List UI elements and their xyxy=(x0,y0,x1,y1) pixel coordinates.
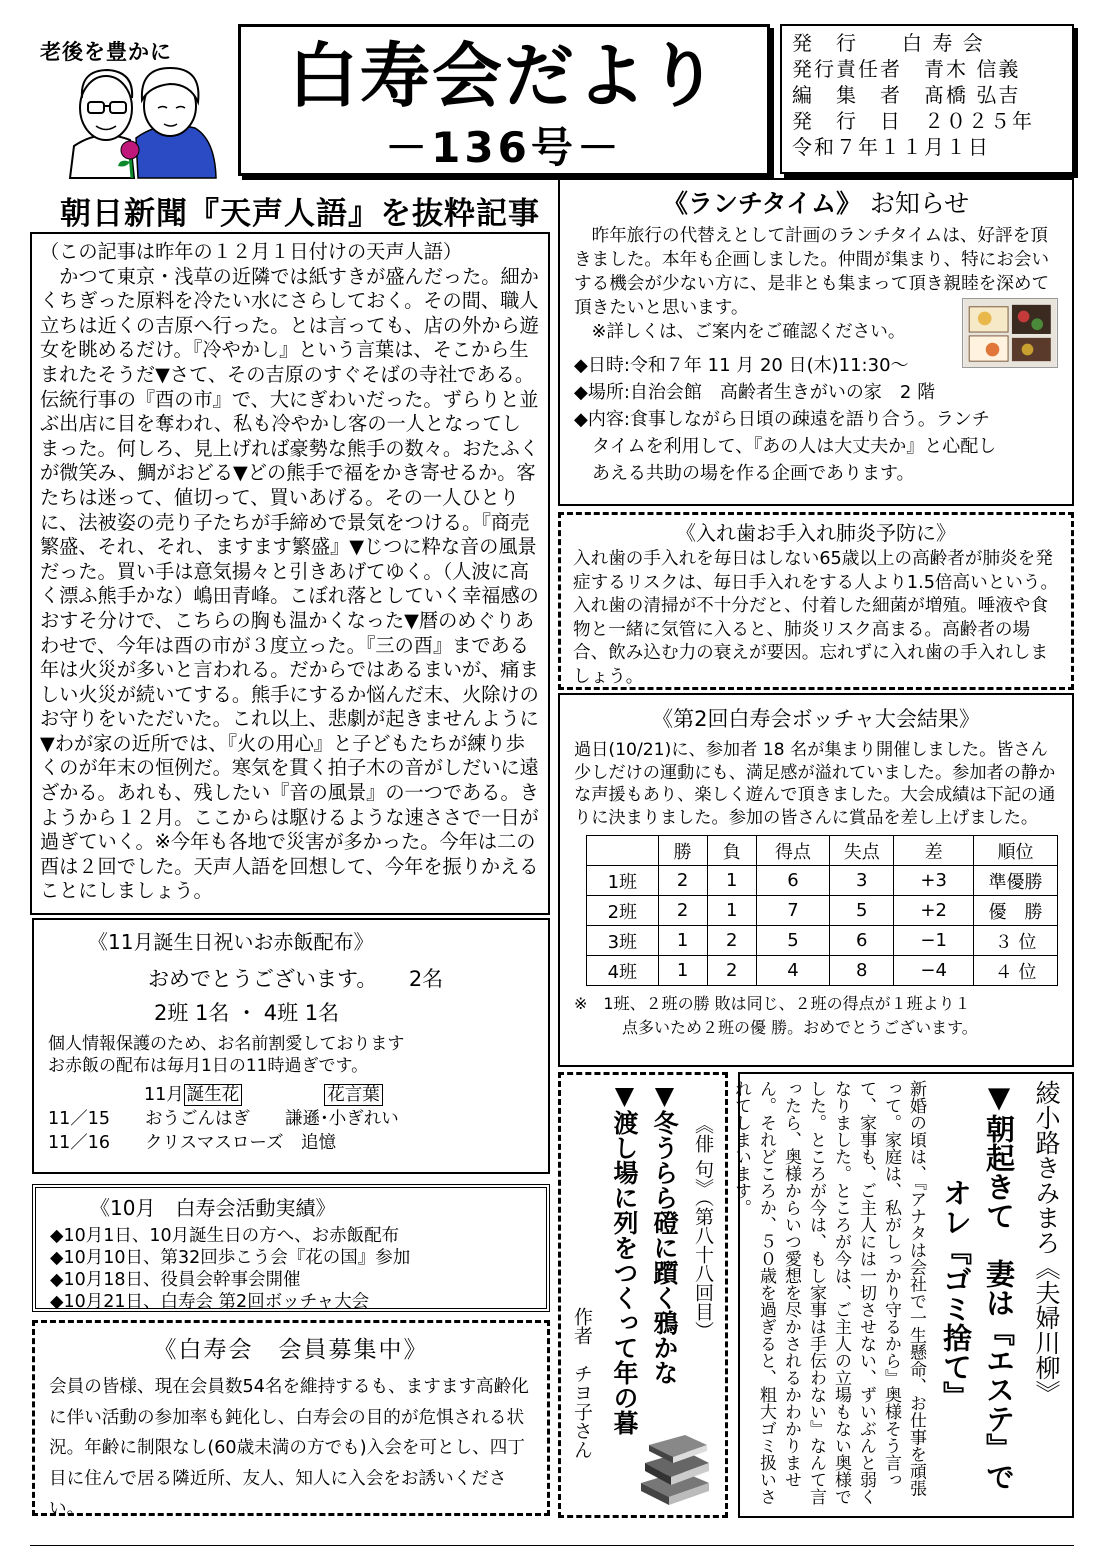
birthday-heading: 《11月誕生日祝いお赤飯配布》 xyxy=(88,930,374,954)
birthday-count: おめでとうございます。 2名 xyxy=(148,967,444,991)
table-cell: +3 xyxy=(894,866,974,896)
table-row xyxy=(587,926,1058,956)
october-activities xyxy=(32,1184,550,1312)
table-cell: 1 xyxy=(658,956,707,986)
table-cell: 4 xyxy=(756,956,830,986)
lunch-item-date: ◆日時:令和７年 11 月 20 日(木)11:30〜 xyxy=(574,355,909,376)
column-header: 負 xyxy=(707,836,756,866)
issue-date-line2: 令和７年１１月１日 xyxy=(792,135,990,159)
senryu-title-2: オレ『ゴミ捨て』 xyxy=(939,1178,973,1410)
slogan: 老後を豊かに xyxy=(40,40,172,64)
logo-illustration xyxy=(30,28,225,183)
table-cell: 3班 xyxy=(587,926,659,956)
flower-row: 11／15 おうごんはぎ 謙遜･小ぎれい xyxy=(48,1109,399,1129)
table-cell: 2 xyxy=(658,896,707,926)
member-recruitment xyxy=(32,1320,550,1519)
column-header: 得点 xyxy=(756,836,830,866)
activity-item: ◆10月18日、役員会幹事会開催 xyxy=(50,1270,301,1290)
boccia-note: ※ 1班、２班の勝 敗は同じ、２班の得点が１班より１ 点多いため２班の優 勝。おめでとうございます。 xyxy=(574,994,978,1037)
lunch-heading xyxy=(574,184,1058,220)
column-header: 勝 xyxy=(658,836,707,866)
haiku-line: ▼渡し場に列をつくって年の暮 xyxy=(610,1081,639,1435)
activity-item: ◆10月1日、10月誕生日の方へ、お赤飯配布 xyxy=(50,1226,400,1246)
table-cell: 1 xyxy=(707,866,756,896)
lunch-heading-main: 《ランチタイム》 xyxy=(662,189,862,218)
boccia-body: 過日(10/21)に、参加者 18 名が集まり開催しました。皆さん少しだけの運動にも、満足感が溢れていました。参加者の静かな声援もあり、楽しく遊んで頂きました。大会成績は下記の通りに決まりました。参加の皆さんに賞品を差し上げました。 xyxy=(574,740,1056,828)
activity-item: ◆10月10日、第32回歩こう会『花の国』参加 xyxy=(50,1248,411,1268)
issue-date-line1: 発 行 日 ２０２５年 xyxy=(792,109,1034,133)
denture-article xyxy=(558,512,1074,690)
lunch-item-content: ◆内容:食事しながら日頃の疎遠を語り合う。ランチ タイムを利用して、『あの人は大丈夫か』と心配し あえる共助の場を作る企画であります。 xyxy=(574,409,997,484)
results-table xyxy=(586,835,1058,986)
denture-body: 入れ歯の手入れを毎日はしない65歳以上の高齢者が肺炎を発症するリスクは、毎日手入れをする人より1.5倍高いという。入れ歯の清掃が不十分だと、付着した細菌が増殖。唾液や食物と一緒に気管に入ると、肺炎リスク高まる。高齢者の場合、飲み込む力の衰えが要因。忘れずに入れ歯の手入れしましょう。 xyxy=(573,549,1059,687)
october-heading: 《10月 白寿会活動実績》 xyxy=(90,1196,336,1220)
table-cell: 5 xyxy=(830,896,894,926)
table-cell: 2班 xyxy=(587,896,659,926)
senryu-section xyxy=(731,1072,1074,1518)
table-cell: 1班 xyxy=(587,866,659,896)
haiku-section xyxy=(558,1072,728,1518)
flower-label: 誕生花 xyxy=(184,1084,243,1106)
responsible-person: 発行責任者 青木 信義 xyxy=(792,57,1021,81)
table-cell: 2 xyxy=(707,956,756,986)
table-cell: 6 xyxy=(830,926,894,956)
lunch-heading-sub: お知らせ xyxy=(869,189,970,218)
flower-row: 11／16 クリスマスローズ 追憶 xyxy=(48,1133,336,1153)
table-cell: 1 xyxy=(707,896,756,926)
column-header xyxy=(587,836,659,866)
table-cell: 7 xyxy=(756,896,830,926)
table-row xyxy=(587,866,1058,896)
haiku-author: 作者 チヨ子さん xyxy=(571,1307,593,1459)
birthday-body: 個人情報保護のため、お名前割愛しております お赤飯の配布は毎月1日の11時過ぎです。 xyxy=(48,1034,405,1076)
table-cell: 6 xyxy=(756,866,830,896)
recruit-body: 会員の皆様、現在会員数54名を維持するも、ますます高齢化に伴い活動の参加率も鈍化し、白寿会の目的が危惧される状況。年齢に制限なし(60歳未満の方でも)入会を可とし、四丁目に住んで居る隣近所、友人、知人に入会をお誘いください。 xyxy=(49,1377,529,1519)
senryu-title-1: ▼朝起きて 妻は『エステ』で xyxy=(982,1080,1016,1491)
books-icon xyxy=(635,1431,713,1507)
table-cell: 2 xyxy=(658,866,707,896)
activity-item: ◆10月21日、白寿会 第2回ボッチャ大会 xyxy=(50,1292,370,1312)
denture-heading: 《入れ歯お手入れ肺炎予防に》 xyxy=(676,521,956,545)
table-header-row xyxy=(587,836,1058,866)
recruit-heading: 《白寿会 会員募集中》 xyxy=(153,1337,429,1363)
publication-info xyxy=(780,24,1074,174)
flower-month-label: 11月 xyxy=(144,1085,184,1105)
table-cell: +2 xyxy=(894,896,974,926)
table-cell: 5 xyxy=(756,926,830,956)
senryu-heading: 綾小路きみまろ《夫婦川柳》 xyxy=(1032,1080,1061,1405)
publisher: 発 行 白 寿 会 xyxy=(792,31,985,55)
table-cell: 1 xyxy=(658,926,707,956)
elderly-couple-illustration xyxy=(30,28,225,183)
table-cell: 3 xyxy=(830,866,894,896)
table-cell: −4 xyxy=(894,956,974,986)
table-cell: 2 xyxy=(707,926,756,956)
column-header: 失点 xyxy=(830,836,894,866)
table-row xyxy=(587,956,1058,986)
lunch-item-place: ◆場所:自治会館 高齢者生きがいの家 2 階 xyxy=(574,382,936,403)
column-header: 順位 xyxy=(973,836,1057,866)
flower-words-label: 花言葉 xyxy=(324,1084,383,1106)
table-cell: ４ 位 xyxy=(973,956,1057,986)
lunch-body: 昨年旅行の代替えとして計画のランチタイムは、好評を頂きました。本年も企画しました。仲間が集まり、特にお会いする機会が少ない方に、是非とも集まって頂き親睦を深めて頂きたいと思います。 ※詳しくは、ご案内をご確認ください。 xyxy=(574,226,1050,342)
boccia-heading: 《第2回白寿会ボッチャ大会結果》 xyxy=(652,707,980,731)
senryu-body: 新婚の頃は、『アナタは会社で一生懸命、お仕事を頑張って。家庭は、私がしっかり守るから』奥様そう言って、家事も、ご主人には一切させない、ずいぶんと弱くなりました。ところが今は、ご主人の立場もない奥様でした。ところが今は、もし家事は手伝わない』なんて言ったら、奥様からいつ愛想を尽かされるかわかりません。それどころか、５０歳を過ぎると、粗大ゴミ扱いされてしまいます。 xyxy=(731,1080,926,1505)
table-cell: ３ 位 xyxy=(973,926,1057,956)
table-cell: 8 xyxy=(830,956,894,986)
editor: 編 集 者 髙橋 弘吉 xyxy=(792,83,1021,107)
table-row xyxy=(587,896,1058,926)
lunch-notice xyxy=(558,178,1074,506)
boccia-results xyxy=(558,693,1074,1067)
birth-flower-list xyxy=(48,1083,534,1155)
tensei-article: （この記事は昨年の１２月１日付けの天声人語） かつて東京・浅草の近隣では紙すきが盛んだった。細かくちぎった原料を冷たい水にさらしておく。その間、職人立ちは近くの吉原へ行った。とは言っても、店の外から遊女を眺めるだけ。『冷やかし』という言葉は、そこから生まれたそうだ▼さて、その吉原のすぐそばの寺社である。伝統行事の『酉の市』で、大にぎわいだった。ずらりと並ぶ出店に目を奪われ、私も冷やかし客の一人となってしまった。何しろ、見上げれば豪勢な熊手の数々。おたふくが微笑み、鯛がおどる▼どの熊手で福をかき寄せるか。客たちは迷って、値切って、買いあげる。その一人ひとりに、法被姿の売り子たちが手締めで景気をつける。『商売繁盛、それ、それ、ますます繁盛』▼じつに粋な音の風景だった。買い手は意気揚々と引きあげてゆく。（人波に高く漂ふ熊手かな）嶋田青峰。こぼれ落としていく幸福感のおすそ分けで、こちらの胸も温かくなった▼暦のめぐりあわせで、今年は酉の市が３度立った。『三の酉』まである年は火災が多いと言われる。だからではあるまいが、痛ましい火災が続いてする。熊手にするか悩んだ末、火除けのお守りをいただいた。これ以上、悲劇が起きませんように▼わが家の近所では、『火の用心』と子どもたちが練り歩くのが年末の恒例だ。寒気を貫く拍子木の音がしだいに遠ざかる。あれも、残したい『音の風景』の一つである。きようから１２月。ここからは駆けるような速ささで一日が過ぎていく。※今年も各地で災害が多かった。今年は二の酉は２回でした。天声人語を回想して、今年を振りかえることにしましょう。 xyxy=(30,232,550,915)
issue-number: －136号－ xyxy=(385,123,623,172)
tensei-heading: 朝日新聞『天声人語』を抜粋記事 xyxy=(60,196,540,232)
birthday-notice xyxy=(32,918,550,1174)
table-cell: −1 xyxy=(894,926,974,956)
table-cell: 優 勝 xyxy=(973,896,1057,926)
table-cell: 4班 xyxy=(587,956,659,986)
newsletter-title: 白寿会だより xyxy=(288,35,720,117)
table-cell: 準優勝 xyxy=(973,866,1057,896)
masthead xyxy=(238,24,770,176)
haiku-line: ▼冬うらら磴に躓く鴉かな xyxy=(650,1081,679,1385)
bento-photo xyxy=(962,298,1058,368)
birthday-groups: 2班 1名 ・ 4班 1名 xyxy=(154,1001,340,1025)
bottom-rule xyxy=(30,1545,1074,1546)
haiku-heading: 《俳 句》（第八十八回目） xyxy=(692,1115,714,1340)
column-header: 差 xyxy=(894,836,974,866)
